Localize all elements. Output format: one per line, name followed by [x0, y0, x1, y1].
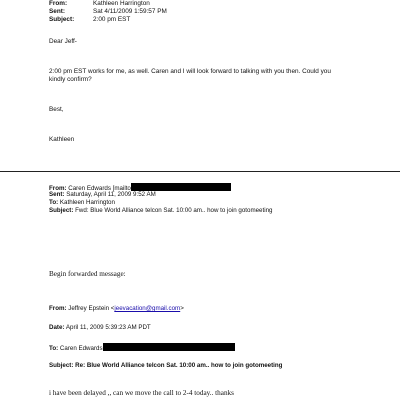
forwarded-subject-label: Subject: — [49, 362, 74, 369]
email1-subject-row — [49, 16, 130, 24]
email1-sent-row — [49, 8, 167, 16]
forwarded-to-label: To: — [49, 345, 59, 352]
forwarded-intro: Begin forwarded message: — [49, 270, 126, 278]
email1-body-line2: kindly confirm? — [49, 76, 92, 83]
email2-sent-label: Sent: — [49, 191, 65, 198]
forwarded-from-row — [49, 305, 184, 313]
email1-closing: Best, — [49, 106, 64, 113]
forwarded-date-value: April 11, 2009 5:39:23 AM PDT — [65, 324, 151, 331]
forwarded-from-close: > — [180, 305, 184, 312]
email1-sent-value: Sat 4/11/2009 1:59:57 PM — [93, 8, 167, 15]
email1-subject-value: 2:00 pm EST — [93, 16, 131, 23]
email1-from-row — [49, 0, 150, 8]
forwarded-from-label: From: — [49, 305, 67, 312]
forwarded-subject-value: Re: Blue World Alliance telcon Sat. 10:00 am.. how to join gotomeeting — [75, 362, 283, 369]
email1-body-line1: 2:00 pm EST works for me, as well. Caren and I will look forward to talking with you then. Could you — [49, 68, 331, 75]
forwarded-body: i have been delayed ,, can we move the call to 2-4 today.. thanks — [49, 389, 234, 397]
forwarded-to-value: Caren Edwards — [59, 345, 103, 352]
forwarded-date-row — [49, 324, 151, 332]
email2-subject-value: Fwd: Blue World Alliance telcon Sat. 10:00 am.. how to join gotomeeting — [75, 207, 273, 214]
email2-sent-value: Saturday, April 11, 2009 9:52 AM — [66, 191, 156, 198]
email2-subject-label: Subject: — [49, 207, 74, 214]
email2-from-value: Caren Edwards [mailto — [68, 185, 131, 192]
forwarded-from-email-link[interactable]: jeevacation@gmail.com — [114, 305, 181, 312]
email1-from-value: Kathleen Harrington — [93, 0, 150, 7]
forwarded-from-name: Jeffrey Epstein < — [68, 305, 115, 312]
email2-to-row — [49, 199, 115, 207]
email2-subject-row — [49, 207, 272, 215]
redaction-block — [131, 183, 231, 191]
email1-subject-label: Subject: — [49, 16, 75, 23]
email2-to-label: To: — [49, 199, 59, 206]
email1-signature: Kathleen — [49, 136, 75, 143]
email2-from-label: From: — [49, 185, 67, 192]
email2-sent-row — [49, 191, 156, 199]
email1-from-label: From: — [49, 0, 68, 7]
redaction-block — [103, 343, 235, 351]
email1-greeting: Dear Jeff- — [49, 38, 77, 45]
forwarded-date-label: Date: — [49, 324, 65, 331]
forwarded-subject-row — [49, 362, 282, 370]
email2-to-value: Kathleen Harrington — [59, 199, 115, 206]
message-divider — [0, 171, 400, 172]
email1-sent-label: Sent: — [49, 8, 65, 15]
forwarded-to-row — [49, 343, 235, 353]
